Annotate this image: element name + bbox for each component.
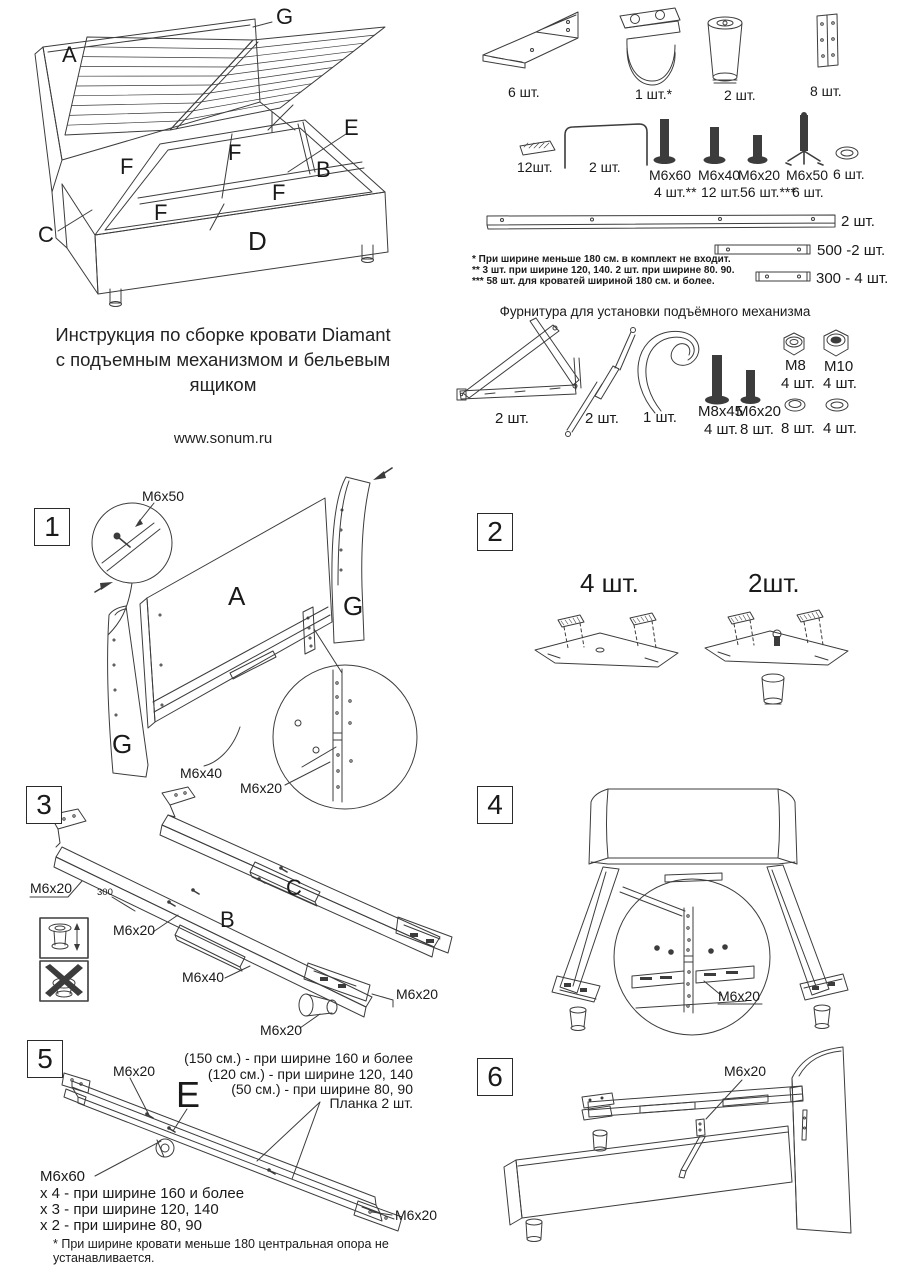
m6x60-line2: х 3 - при ширине 120, 140 (40, 1201, 219, 1218)
step-5-number: 5 (27, 1040, 63, 1078)
note-2: ** 3 шт. при ширине 120, 140. 2 шт. при ширине 80. 90. (472, 265, 735, 276)
bolt-m6x20b-icon (741, 370, 761, 404)
bolt4-qty: 6 шт. (792, 184, 824, 200)
corner-plate-4x (535, 613, 678, 667)
label-m6x20-top: M6x20 (113, 1063, 156, 1079)
mechanism-header: Фурнитура для установки подъёмного механизма (499, 304, 811, 319)
label-e: E (176, 1074, 201, 1115)
step6-diagram (460, 1040, 900, 1280)
label-m6x40: M6x40 (180, 765, 223, 781)
detail-circle-center (614, 879, 770, 1035)
mechanism-row (455, 318, 900, 450)
label-f2: F (228, 140, 242, 165)
label-m6x20-c: M6x20 (396, 986, 439, 1002)
headboard-side (792, 1047, 851, 1233)
corner-right (800, 974, 848, 1029)
mech-bolt2-size: M6x20 (736, 403, 782, 420)
bolt-m6x20-icon (748, 135, 768, 164)
step2-qty4: 4 шт. (580, 568, 639, 598)
label-m6x40: M6x40 (182, 969, 225, 985)
step-4-number: 4 (477, 786, 513, 824)
label-b: B (316, 157, 331, 182)
plank-line1: (150 см.) - при ширине 160 и более (184, 1050, 413, 1066)
bolt2-size: M6x40 (698, 167, 741, 183)
box-front-face (95, 192, 388, 294)
nut1-qty: 4 шт. (781, 375, 815, 392)
bolt-m6x40-icon (704, 127, 726, 164)
label-f1: F (120, 154, 134, 179)
mech-bolt2-qty: 8 шт. (740, 421, 774, 438)
label-m6x20: M6x20 (718, 988, 761, 1004)
label-g-right: G (343, 591, 364, 621)
nut2-qty: 4 шт. (823, 375, 857, 392)
leg-icon (708, 17, 742, 83)
label-e: E (344, 115, 359, 140)
front-box (516, 1126, 792, 1218)
headboard-assembled (589, 789, 797, 864)
flat-plate-icon (817, 14, 838, 67)
long-rail-qty: 2 шт. (841, 213, 875, 230)
bolt-m6x50-icon (786, 112, 823, 165)
note-3: *** 58 шт. для кроватей шириной 180 см. и более. (472, 276, 715, 287)
rail-left (560, 867, 619, 993)
nut-m8-icon (784, 333, 804, 355)
bracket-qty: 6 шт. (508, 84, 540, 100)
label-m6x20: M6x20 (240, 780, 283, 796)
bolt4-size: M6x50 (786, 167, 829, 183)
label-f4: F (272, 180, 286, 205)
footer-note: * При ширине кровати меньше 180 центральная опора не устанавливается. (53, 1237, 389, 1265)
label-d: D (248, 226, 267, 256)
cap-qty: 12шт. (517, 159, 553, 175)
hardware-notes (472, 254, 742, 287)
label-m6x20: M6x20 (724, 1063, 767, 1079)
strap-icon (638, 331, 699, 413)
mech-bolt1-size: M8x45 (698, 403, 744, 420)
bolt-m6x60-icon (654, 119, 676, 164)
mech-washer1-qty: 8 шт. (781, 420, 815, 437)
label-a: A (62, 42, 77, 67)
bolt3-qty: 56 шт.*** (740, 184, 796, 200)
rail-b (50, 809, 372, 1017)
label-m6x50: M6x50 (142, 488, 185, 504)
title-line2: с подъемным механизмом и бельевым ящиком (55, 349, 391, 395)
support-qty: 1 шт.* (635, 86, 673, 102)
step-2-number: 2 (477, 513, 513, 551)
step-1-number: 1 (34, 508, 70, 546)
note-1: * При ширине меньше 180 см. в комплект не входит. (472, 254, 731, 265)
label-300: 300 (97, 887, 113, 898)
label-m6x20-br: M6x20 (395, 1207, 438, 1223)
detail-circle-m6x50 (92, 503, 172, 583)
bolt1-qty: 4 шт.** (654, 184, 697, 200)
overview-bed-diagram (10, 2, 450, 314)
frame-qty: 2 шт. (495, 410, 529, 427)
cap-icon (520, 141, 555, 155)
washer-qty: 6 шт. (833, 166, 865, 182)
m6x60-line1: х 4 - при ширине 160 и более (40, 1185, 245, 1202)
step2-diagram (460, 550, 900, 715)
label-g-left: G (112, 729, 133, 759)
handle-qty: 2 шт. (589, 159, 621, 175)
label-a: A (228, 581, 246, 611)
hardware-row1 (470, 0, 900, 108)
nut1-size: M8 (785, 357, 806, 374)
leg-qty: 2 шт. (724, 87, 756, 103)
gas-strut (260, 102, 315, 174)
washer-icon (836, 147, 858, 159)
label-c: C (286, 875, 302, 900)
step1-diagram (80, 465, 460, 810)
rail-500-qty: 500 -2 шт. (817, 242, 886, 259)
rail-right (767, 865, 829, 995)
c-leader (58, 210, 92, 231)
label-b: B (220, 907, 235, 932)
label-m6x60: M6x60 (40, 1168, 86, 1185)
bolt-m8x45-icon (705, 355, 729, 405)
step-3-number: 3 (26, 786, 62, 824)
washer-4-icon (826, 399, 848, 411)
plank-line2: (120 см.) - при ширине 120, 140 (207, 1066, 413, 1082)
nut2-size: M10 (824, 358, 854, 375)
cam-fitting-correct-box (40, 918, 88, 958)
mech-bolt1-qty: 4 шт. (704, 421, 738, 438)
label-f3: F (154, 200, 168, 225)
label-g: G (276, 4, 294, 29)
label-m6x20-a: M6x20 (30, 880, 73, 896)
website: www.sonum.ru (173, 430, 273, 447)
step4-diagram (460, 780, 900, 1052)
bolt3-size: M6x20 (738, 167, 781, 183)
title-line1: Инструкция по сборке кровати Diamant (55, 324, 391, 345)
label-m6x20-d: M6x20 (260, 1022, 303, 1038)
g-leader (253, 22, 272, 27)
bolt2-qty: 12 шт. (701, 184, 741, 200)
plank-line3: (50 см.) - при ширине 80, 90 (231, 1081, 413, 1097)
label-m6x20-b: M6x20 (113, 922, 156, 938)
rail-c (160, 787, 452, 957)
lift-frame-icon (457, 318, 581, 400)
mech-washer2-qty: 4 шт. (823, 420, 857, 437)
corner-plate-2x-leg (705, 610, 848, 704)
plank-line4: Планка 2 шт. (329, 1095, 413, 1111)
m6x60-line3: х 2 - при ширине 80, 90 (40, 1217, 202, 1234)
back-rail (588, 1086, 803, 1117)
step-6-number: 6 (477, 1058, 513, 1096)
bolt1-size: M6x60 (649, 167, 692, 183)
label-c: C (38, 222, 54, 247)
nut-m10-icon (824, 330, 848, 356)
corner-bracket-icon (483, 12, 578, 68)
plate-qty: 8 шт. (810, 83, 842, 99)
page-title (28, 322, 418, 397)
step3-diagram (20, 785, 460, 1050)
rail-300-qty: 300 - 4 шт. (816, 270, 889, 287)
washer-8-icon (785, 399, 805, 411)
strap-qty: 1 шт. (643, 409, 677, 426)
center-connector (679, 1119, 705, 1178)
step2-qty2: 2шт. (748, 568, 800, 598)
corner-left (552, 976, 600, 1031)
cam-fitting-wrong-box (40, 961, 88, 1001)
central-support-icon (620, 8, 680, 85)
strut-qty: 2 шт. (585, 410, 619, 427)
hardware-row2 (470, 110, 900, 205)
step5-diagram (20, 1045, 460, 1257)
